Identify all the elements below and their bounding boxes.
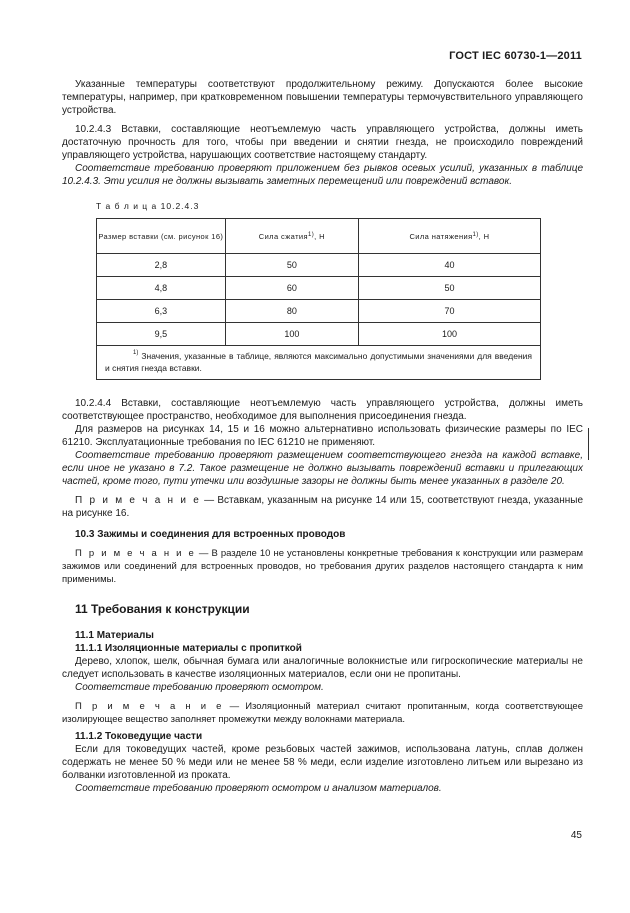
note-terminals: П р и м е ч а н и е — В разделе 10 не установлены конкретные требования к конструкции или размерам зажимов или соединений для встроенных проводов, но требования других разделов настоящего стандарта к ним применимы. (62, 548, 584, 585)
table-footnote: $^{1)}$ Значения, указанные в таблице, являются максимально допустимыми значениями для введения и снятия гнезда вставки. (97, 346, 541, 380)
note-impregnated: П р и м е ч а н и е — Изоляционный материал считают пропитанным, когда соответствующее изолирующее вещество заполняет промежутки между волокнами материала. (62, 701, 583, 725)
paragraph-brass: Если для токоведущих частей, кроме резьбовых частей зажимов, использована латунь, сплав должен содержать не менее 50 % меди или не менее 58 % меди, если изделие изготовлено литьем или вырезано из болванки изготовленной из проката. (62, 744, 583, 781)
header-tension-force: Сила натяжения$^{1)}$, Н (358, 219, 540, 254)
table-row (97, 300, 541, 323)
compliance-check-analysis: Соответствие требованию проверяют осмотром и анализом материалов. (75, 783, 442, 794)
cell-size: 4,8 (97, 277, 226, 300)
document-header: ГОСТ IEC 60730-1—2011 (449, 50, 582, 62)
page-content (62, 78, 583, 795)
cell-compression: 50 (225, 254, 358, 277)
cell-tension: 70 (358, 300, 540, 323)
table-header-row (97, 219, 541, 254)
cell-size: 6,3 (97, 300, 226, 323)
paragraph-temperatures: Указанные температуры соответствуют продолжительному режиму. Допускаются более высокие температуры, например, при кратковременном повышении температуры термочувствительного управляющего устройства. (62, 79, 583, 116)
compliance-check-placement: Соответствие требованию проверяют размещением соответствующего гнезда на каждой вставке, если иное не указано в 7.2. Такое размещение не должно вызывать повреждений вставки и прилегающих частей, кроме того, пути утечки или воздушные зазоры не должны быть менее указанных в разделе 20. (62, 450, 583, 487)
insert-forces-table (96, 218, 541, 380)
header-compression-force: Сила сжатия$^{1)}$, Н (225, 219, 358, 254)
paragraph-materials: Дерево, хлопок, шелк, обычная бумага или аналогичные волокнистые или гигроскопические материалы не следует использовать в качестве изоляционных материалов, если они не пропитаны. (62, 656, 583, 680)
cell-tension: 50 (358, 277, 540, 300)
clause-10-2-4-3: 10.2.4.3 Вставки, составляющие неотъемлемую часть управляющего устройства, должны иметь достаточную прочность для того, чтобы при введении и снятии гнезда, не происходило повреждений управляющего устройства, нарушающих соответствие настоящему стандарту. (62, 124, 583, 161)
cell-compression: 60 (225, 277, 358, 300)
change-bar (588, 428, 589, 460)
compliance-check-forces: Соответствие требованию проверяют приложением без рывков осевых усилий, указанных в таблице 10.2.4.3. Эти усилия не должны вызывать заметных перемещений или повреждений вставок. (62, 163, 583, 187)
table-footnote-row (97, 346, 541, 380)
compliance-check-inspection: Соответствие требованию проверяют осмотром. (75, 682, 324, 693)
clause-10-2-4-4: 10.2.4.4 Вставки, составляющие неотъемлемую часть управляющего устройства, должны иметь соответствующее пространство, необходимое для выполнения присоединения гнезда. (62, 398, 583, 422)
header-insert-size: Размер вставки (см. рисунок 16) (97, 219, 226, 254)
cell-compression: 100 (225, 323, 358, 346)
heading-11-1: 11.1 Материалы (75, 630, 154, 641)
heading-11-1-1: 11.1.1 Изоляционные материалы с пропиткой (75, 643, 302, 654)
table-row (97, 277, 541, 300)
cell-tension: 100 (358, 323, 540, 346)
cell-tension: 40 (358, 254, 540, 277)
table-row (97, 323, 541, 346)
table-caption: Т а б л и ц а 10.2.4.3 (96, 201, 200, 211)
heading-11-1-2: 11.1.2 Токоведущие части (75, 731, 203, 742)
cell-size: 9,5 (97, 323, 226, 346)
table-row (97, 254, 541, 277)
page-number: 45 (570, 830, 582, 841)
paragraph-iec-61210: Для размеров на рисунках 14, 15 и 16 можно альтернативно использовать физические размеры по IEC 61210. Эксплуатационные требования по IEC 61210 не применяют. (62, 424, 583, 448)
cell-size: 2,8 (97, 254, 226, 277)
heading-11: 11 Требования к конструкции (75, 602, 250, 616)
note-inserts: П р и м е ч а н и е — Вставкам, указанным на рисунке 14 или 15, соответствуют гнезда, указанные на рисунке 16. (62, 495, 584, 519)
cell-compression: 80 (225, 300, 358, 323)
heading-10-3: 10.3 Зажимы и соединения для встроенных проводов (75, 529, 346, 540)
